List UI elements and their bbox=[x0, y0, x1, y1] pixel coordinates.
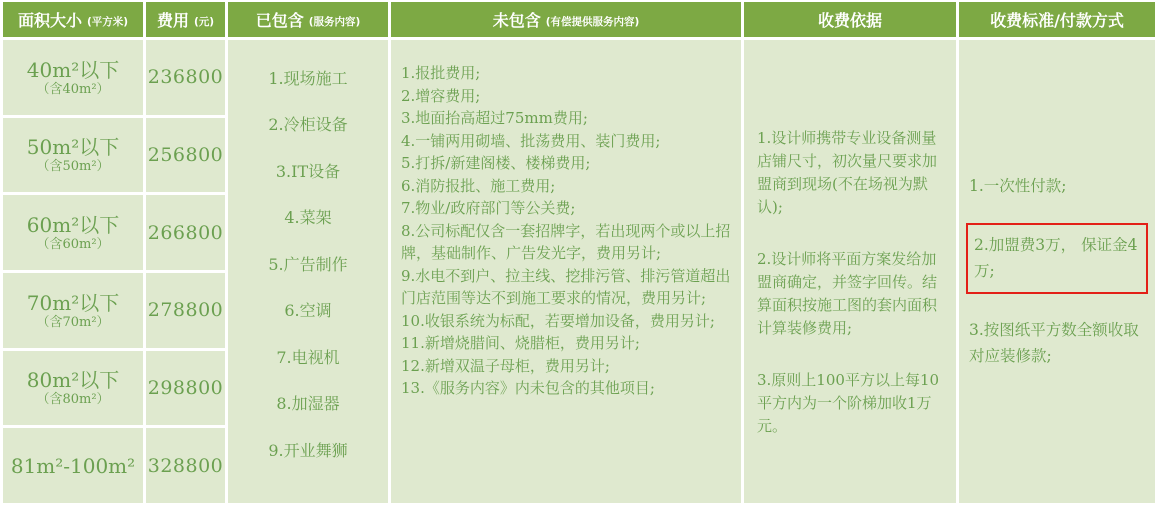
included-item: 7.电视机 bbox=[276, 347, 340, 367]
area-cell-row1 bbox=[3, 40, 143, 115]
header-payment-method bbox=[959, 2, 1155, 37]
header-area-size-label: 面积大小 bbox=[17, 11, 82, 30]
included-item: 5.广告制作 bbox=[268, 254, 348, 274]
excluded-item: 6.消防报批、施工费用; bbox=[401, 176, 556, 195]
highlighted-payment-item: 2.加盟费3万， 保证金4万; bbox=[966, 223, 1148, 294]
header-charging-basis bbox=[744, 2, 956, 37]
header-fee bbox=[146, 2, 225, 37]
charging-basis-cell bbox=[744, 40, 956, 503]
charging-basis-item: 3.原则上100平方以上每10平方内为一个阶梯加收1万元。 bbox=[757, 371, 940, 436]
excluded-item: 9.水电不到户、拉主线、挖排污管、排污管道超出门店范围等达不到施工要求的情况，费用另计; bbox=[401, 266, 731, 307]
header-excluded-label: 未包含 bbox=[492, 11, 541, 30]
header-fee-label: 费用 bbox=[156, 11, 189, 30]
price-cell-row6: 328800 bbox=[146, 428, 225, 503]
area-cell-row4 bbox=[3, 273, 143, 348]
header-excluded bbox=[391, 2, 741, 37]
included-item: 1.现场施工 bbox=[268, 69, 348, 88]
header-excluded-note: (有偿提供服务内容) bbox=[545, 15, 640, 28]
excluded-item: 7.物业/政府部门等公关费; bbox=[401, 199, 576, 217]
area-value: 81m²-100m² bbox=[10, 453, 136, 478]
area-cell-row2 bbox=[3, 118, 143, 193]
charging-basis-item: 1.设计师携带专业设备测量店铺尺寸，初次量尺要求加盟商到现场(不在场视为默认); bbox=[757, 129, 938, 216]
area-note: （含70m²） bbox=[36, 314, 110, 330]
excluded-item: 11.新增烧腊间、烧腊柜，费用另计; bbox=[401, 334, 640, 352]
area-value: 40m²以下 bbox=[26, 57, 120, 82]
excluded-item: 13.《服务内容》内未包含的其他项目; bbox=[401, 379, 655, 397]
included-item: 9.开业舞狮 bbox=[268, 440, 348, 460]
header-area-size-unit: (平方米) bbox=[86, 15, 129, 28]
area-cell-row6 bbox=[3, 428, 143, 503]
area-cell-row3 bbox=[3, 195, 143, 270]
header-charging-basis-label: 收费依据 bbox=[817, 11, 882, 30]
excluded-item: 8.公司标配仅含一套招牌字，若出现两个或以上招牌，基础制作、广告发光字，费用另计; bbox=[401, 221, 731, 262]
header-included bbox=[228, 2, 388, 37]
excluded-item: 2.增容费用; bbox=[401, 86, 481, 105]
excluded-item: 10.收银系统为标配，若要增加设备，费用另计; bbox=[401, 311, 715, 330]
included-services-cell bbox=[228, 40, 388, 503]
header-fee-unit: (元) bbox=[193, 15, 215, 28]
area-note: （含40m²） bbox=[36, 81, 110, 97]
area-note: （含60m²） bbox=[36, 236, 110, 252]
header-included-label: 已包含 bbox=[255, 11, 304, 30]
header-payment-method-label: 收费标准/付款方式 bbox=[990, 11, 1124, 30]
header-included-note: (服务内容) bbox=[308, 15, 361, 28]
excluded-item: 4.一铺两用砌墙、批荡费用、装门费用; bbox=[401, 131, 661, 150]
excluded-item: 12.新增双温子母柜，费用另计; bbox=[401, 356, 610, 375]
included-item: 4.菜架 bbox=[284, 208, 332, 228]
excluded-item: 3.地面抬高超过75mm费用; bbox=[401, 109, 588, 127]
excluded-services-cell bbox=[391, 40, 741, 503]
area-cell-row5 bbox=[3, 351, 143, 426]
area-note: （含50m²） bbox=[36, 159, 110, 175]
included-item: 3.IT设备 bbox=[275, 161, 341, 181]
included-item: 8.加湿器 bbox=[276, 394, 340, 414]
price-cell-row4: 278800 bbox=[146, 273, 225, 348]
included-item: 6.空调 bbox=[284, 301, 332, 321]
payment-item: 3.按图纸平方数全额收取对应装修款; bbox=[969, 321, 1139, 365]
header-area-size bbox=[3, 2, 143, 37]
price-cell-row5: 298800 bbox=[146, 351, 225, 426]
price-cell-row2: 256800 bbox=[146, 118, 225, 193]
payment-method-cell bbox=[959, 40, 1155, 503]
excluded-item: 1.报批费用; bbox=[401, 64, 481, 82]
area-value: 50m²以下 bbox=[26, 135, 120, 160]
area-note: （含80m²） bbox=[36, 392, 110, 408]
excluded-item: 5.打拆/新建阁楼、楼梯费用; bbox=[401, 154, 591, 172]
pricing-table bbox=[3, 2, 1155, 503]
price-cell-row1: 236800 bbox=[146, 40, 225, 115]
included-item: 2.冷柜设备 bbox=[268, 115, 348, 135]
payment-item: 1.一次性付款; bbox=[969, 176, 1067, 195]
area-value: 80m²以下 bbox=[26, 368, 120, 393]
area-value: 60m²以下 bbox=[26, 212, 120, 237]
area-value: 70m²以下 bbox=[26, 290, 120, 315]
price-cell-row3: 266800 bbox=[146, 195, 225, 270]
charging-basis-item: 2.设计师将平面方案发给加盟商确定，并签字回传。结算面积按施工图的套内面积计算装修费用; bbox=[757, 250, 938, 337]
